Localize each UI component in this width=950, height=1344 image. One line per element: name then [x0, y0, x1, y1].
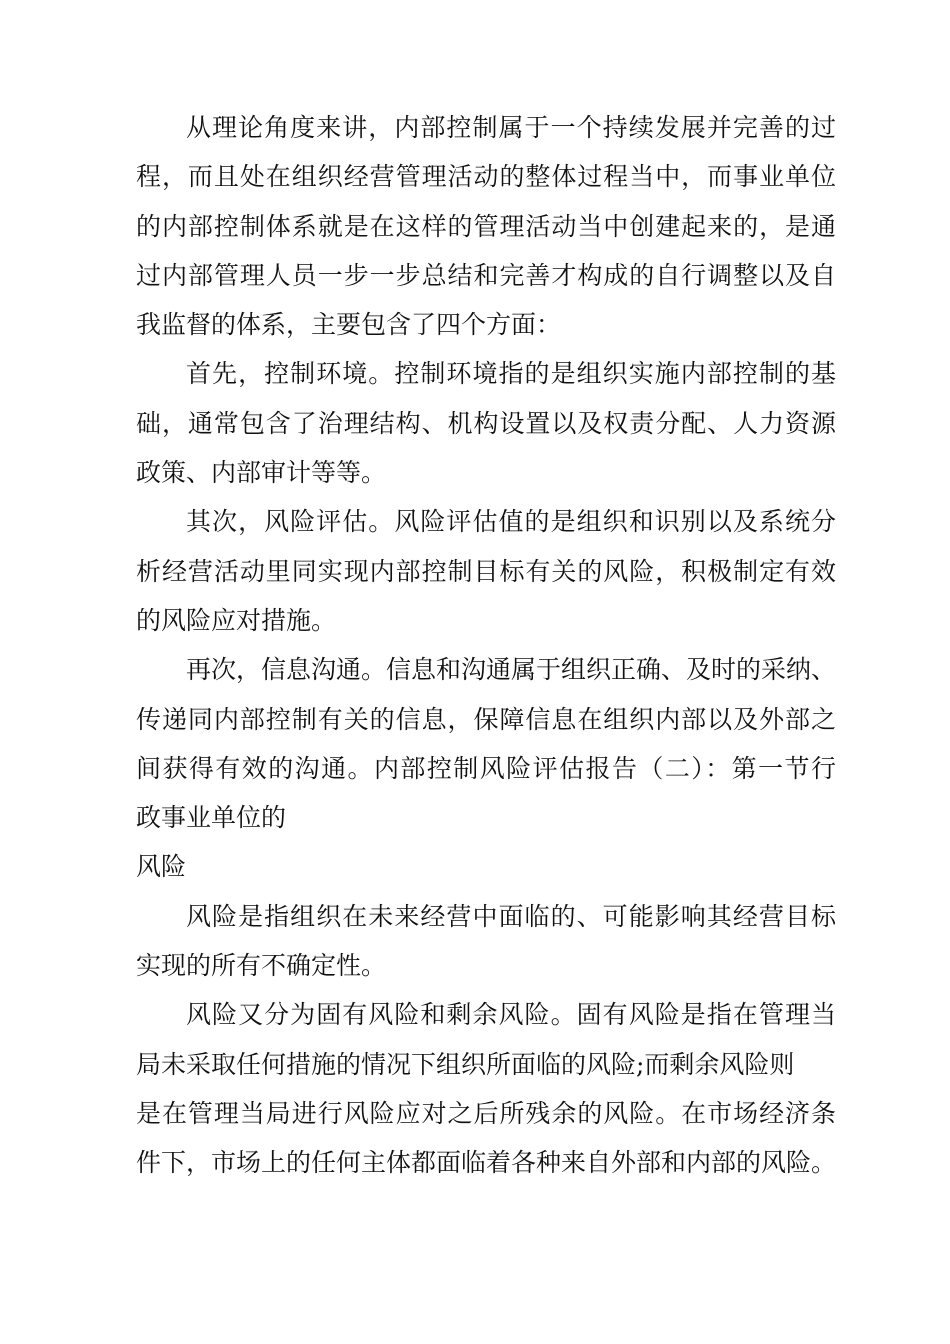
paragraph-2-line-2: 础，通常包含了治理结构、机构设置以及权责分配、人力资源	[136, 408, 836, 438]
paragraph-3-line-2: 析经营活动里同实现内部控制目标有关的风险，积极制定有效	[136, 556, 836, 586]
paragraph-1-line-2: 程，而且处在组织经营管理活动的整体过程当中，而事业单位	[136, 162, 836, 192]
paragraph-4-line-4: 政事业单位的	[136, 803, 287, 833]
paragraph-6-line-3: 是在管理当局进行风险应对之后所残余的风险。在市场经济条	[136, 1098, 836, 1128]
paragraph-2-line-1: 首先，控制环境。控制环境指的是组织实施内部控制的基	[186, 359, 836, 389]
paragraph-5-line-1: 风险是指组织在未来经营中面临的、可能影响其经营目标	[186, 901, 836, 931]
paragraph-1-line-5: 我监督的体系，主要包含了四个方面：	[136, 310, 562, 340]
document-body	[136, 103, 836, 1188]
paragraph-4-line-1: 再次，信息沟通。信息和沟通属于组织正确、及时的采纳、	[186, 655, 837, 685]
paragraph-6-line-2: 局未采取任何措施的情况下组织所面临的风险;而剩余风险则	[136, 1049, 795, 1079]
paragraph-3-line-3: 的风险应对措施。	[136, 605, 337, 635]
paragraph-1-line-4: 过内部管理人员一步一步总结和完善才构成的自行调整以及自	[136, 260, 836, 290]
paragraph-6-line-4: 件下，市场上的任何主体都面临着各种来自外部和内部的风险。	[136, 1148, 837, 1178]
paragraph-2-line-3: 政策、内部审计等等。	[136, 458, 387, 488]
paragraph-4-line-2: 传递同内部控制有关的信息，保障信息在组织内部以及外部之	[136, 704, 836, 734]
paragraph-6-line-1: 风险又分为固有风险和剩余风险。固有风险是指在管理当	[186, 1000, 836, 1030]
paragraph-3-line-1: 其次，风险评估。风险评估值的是组织和识别以及系统分	[186, 507, 836, 537]
paragraph-5-line-2: 实现的所有不确定性。	[136, 951, 387, 981]
paragraph-1-line-3: 的内部控制体系就是在这样的管理活动当中创建起来的，是通	[136, 211, 836, 241]
paragraph-1-line-1: 从理论角度来讲，内部控制属于一个持续发展并完善的过	[186, 113, 836, 142]
paragraph-4-line-3: 间获得有效的沟通。内部控制风险评估报告（二）：第一节行	[136, 753, 836, 783]
section-heading-risk: 风险	[136, 852, 187, 882]
